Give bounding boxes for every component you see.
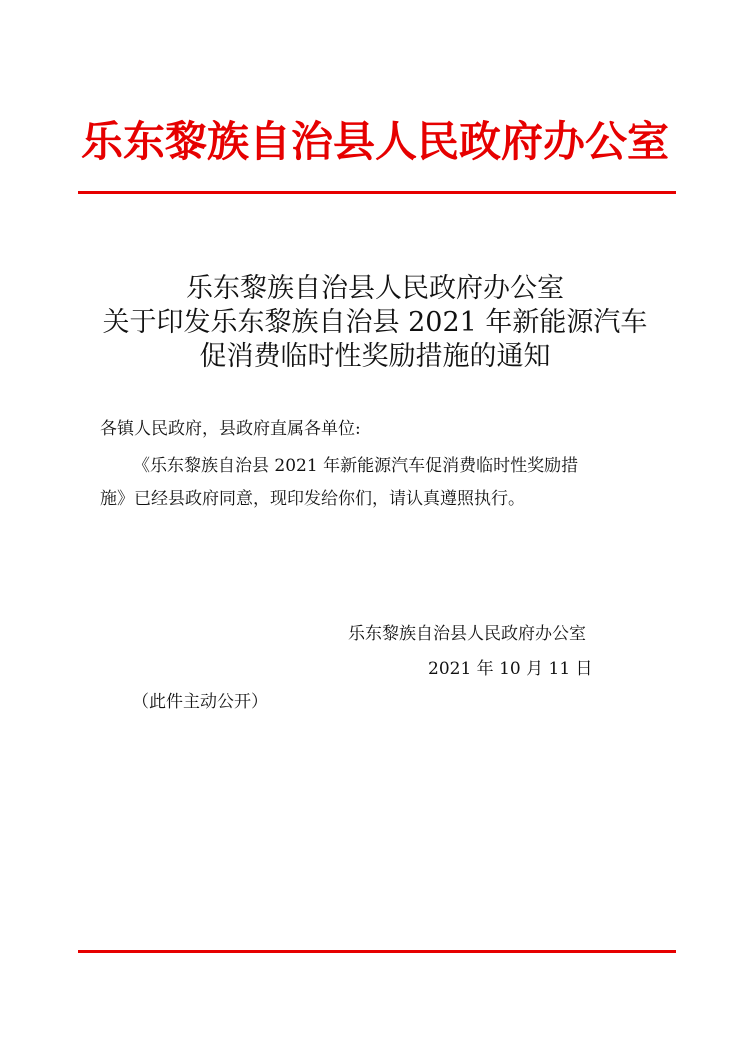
letterhead-title: 乐东黎族自治县人民政府办公室 [80, 117, 669, 166]
letterhead-divider [78, 191, 676, 194]
title-line-2: 关于印发乐东黎族自治县 2021 年新能源汽车 [102, 307, 648, 338]
title-line-3: 促消费临时性奖励措施的通知 [199, 341, 551, 372]
body-paragraph-line-2: 施》已经县政府同意，现印发给你们，请认真遵照执行。 [100, 489, 525, 509]
body-paragraph-line-1: 《乐东黎族自治县 2021 年新能源汽车促消费临时性奖励措 [133, 456, 579, 476]
signature-date: 2021 年 10 月 11 日 [428, 659, 593, 679]
document-title [60, 272, 690, 374]
signature-organization: 乐东黎族自治县人民政府办公室 [348, 624, 586, 644]
disclosure-note: （此件主动公开） [132, 692, 268, 712]
title-line-1: 乐东黎族自治县人民政府办公室 [186, 273, 564, 304]
footer-divider [78, 950, 676, 953]
salutation: 各镇人民政府，县政府直属各单位: [100, 419, 361, 439]
